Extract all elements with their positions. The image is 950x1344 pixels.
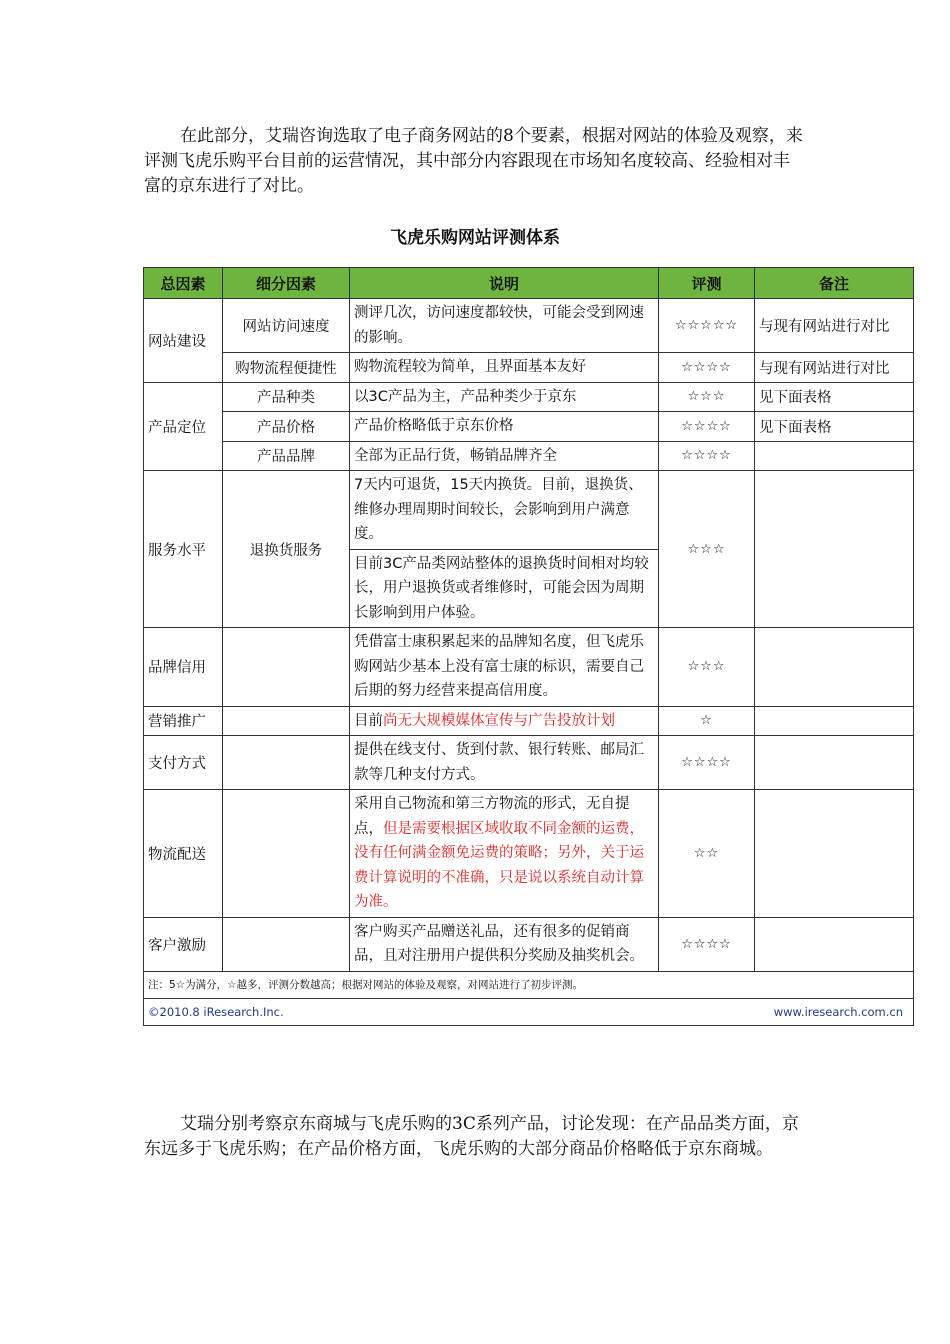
total-factor: 网站建设: [144, 299, 223, 383]
remark: 与现有网站进行对比: [755, 299, 914, 353]
description: 测评几次，访问速度都较快，可能会受到网速的影响。: [350, 299, 659, 353]
rating-stars: ☆☆: [659, 790, 755, 918]
table-row: [144, 299, 914, 353]
description: 以3C产品为主，产品种类少于京东: [350, 382, 659, 412]
sub-factor: [223, 917, 350, 971]
remark: [755, 790, 914, 918]
description: 产品价格略低于京东价格: [350, 412, 659, 442]
table-row: [144, 917, 914, 971]
evaluation-table: [143, 267, 914, 1026]
table-row: [144, 353, 914, 383]
description: 目前3C产品类网站整体的退换货时间相对均较长，用户退换货或者维修时，可能会因为周期长影响到用户体验。: [350, 549, 659, 628]
rating-stars: ☆☆☆: [659, 628, 755, 707]
description-text: 目前: [354, 712, 383, 729]
remark: [755, 628, 914, 707]
table-row: [144, 441, 914, 471]
description: 客户购买产品赠送礼品，还有很多的促销商品，且对注册用户提供积分奖励及抽奖机会。: [350, 917, 659, 971]
total-factor: 物流配送: [144, 790, 223, 918]
table-row: [144, 736, 914, 790]
sub-factor: 退换货服务: [223, 471, 350, 628]
remark: [755, 441, 914, 471]
table-row: [144, 628, 914, 707]
total-factor: 营销推广: [144, 706, 223, 736]
sub-factor: 产品价格: [223, 412, 350, 442]
total-factor: 客户激励: [144, 917, 223, 971]
description: [350, 706, 659, 736]
total-factor: 服务水平: [144, 471, 223, 628]
remark: [755, 917, 914, 971]
sub-factor: 产品种类: [223, 382, 350, 412]
table-header-row: [144, 268, 914, 299]
intro-paragraph: 在此部分，艾瑞咨询选取了电子商务网站的8个要素，根据对网站的体验及观察，来评测飞虎乐购平台目前的运营情况，其中部分内容跟现在市场知名度较高、经验相对丰富的京东进行了对比。: [144, 126, 803, 196]
sub-factor: [223, 628, 350, 707]
sub-factor: 购物流程便捷性: [223, 353, 350, 383]
rating-stars: ☆☆☆☆: [659, 736, 755, 790]
sub-factor: [223, 790, 350, 918]
rating-stars: ☆☆☆☆: [659, 412, 755, 442]
table-row: [144, 471, 914, 550]
source-footer: [144, 998, 914, 1025]
rating-stars: ☆☆☆: [659, 471, 755, 628]
table-row: [144, 790, 914, 918]
remark: 见下面表格: [755, 382, 914, 412]
remark: [755, 706, 914, 736]
description-text: 采用自己物流和第三方物流的形式，无自提点，: [354, 796, 630, 837]
sub-factor: 产品品牌: [223, 441, 350, 471]
total-factor: 产品定位: [144, 382, 223, 471]
table-row: [144, 412, 914, 442]
header-rating: 评测: [659, 268, 755, 299]
table-title: 飞虎乐购网站评测体系: [390, 228, 560, 248]
header-desc: 说明: [350, 268, 659, 299]
description: 凭借富士康积累起来的品牌知名度，但飞虎乐购网站少基本上没有富士康的标识，需要自己后期的努力经营来提高信用度。: [350, 628, 659, 707]
remark: [755, 471, 914, 628]
sub-factor: [223, 736, 350, 790]
header-sub: 细分因素: [223, 268, 350, 299]
description: [350, 790, 659, 918]
remark: [755, 736, 914, 790]
rating-stars: ☆☆☆☆: [659, 917, 755, 971]
rating-stars: ☆☆☆☆☆: [659, 299, 755, 353]
remark: 与现有网站进行对比: [755, 353, 914, 383]
footnote-row: [144, 971, 914, 998]
outro-paragraph: 艾瑞分别考察京东商城与飞虎乐购的3C系列产品，讨论发现：在产品品类方面，京东远多于飞虎乐购；在产品价格方面，飞虎乐购的大部分商品价格略低于京东商城。: [144, 1114, 799, 1159]
highlighted-text: 尚无大规模媒体宣传与广告投放计划: [383, 712, 615, 729]
description: 全部为正品行货，畅销品牌齐全: [350, 441, 659, 471]
table-row: [144, 706, 914, 736]
table-row: [144, 382, 914, 412]
rating-stars: ☆: [659, 706, 755, 736]
total-factor: 支付方式: [144, 736, 223, 790]
source-row: [144, 998, 914, 1025]
source-website: www.iresearch.com.cn: [773, 1004, 903, 1019]
rating-stars: ☆☆☆: [659, 382, 755, 412]
sub-factor: 网站访问速度: [223, 299, 350, 353]
copyright: ©2010.8 iResearch.Inc.: [148, 1004, 284, 1019]
remark: 见下面表格: [755, 412, 914, 442]
highlighted-text: 但是需要根据区域收取不同金额的运费，没有任何满金额免运费的策略；另外，关于运费计算说明的不准确，只是说以系统自动计算为准。: [354, 820, 644, 910]
rating-stars: ☆☆☆☆: [659, 353, 755, 383]
header-note: 备注: [755, 268, 914, 299]
description: 7天内可退货，15天内换货。目前，退换货、维修办理周期时间较长，会影响到用户满意度。: [350, 471, 659, 550]
description: 购物流程较为简单，且界面基本友好: [350, 353, 659, 383]
rating-stars: ☆☆☆☆: [659, 441, 755, 471]
header-total: 总因素: [144, 268, 223, 299]
description: 提供在线支付、货到付款、银行转账、邮局汇款等几种支付方式。: [350, 736, 659, 790]
sub-factor: [223, 706, 350, 736]
total-factor: 品牌信用: [144, 628, 223, 707]
table-footnote: 注：5☆为满分，☆越多，评测分数越高；根据对网站的体验及观察，对网站进行了初步评测。: [144, 971, 914, 998]
